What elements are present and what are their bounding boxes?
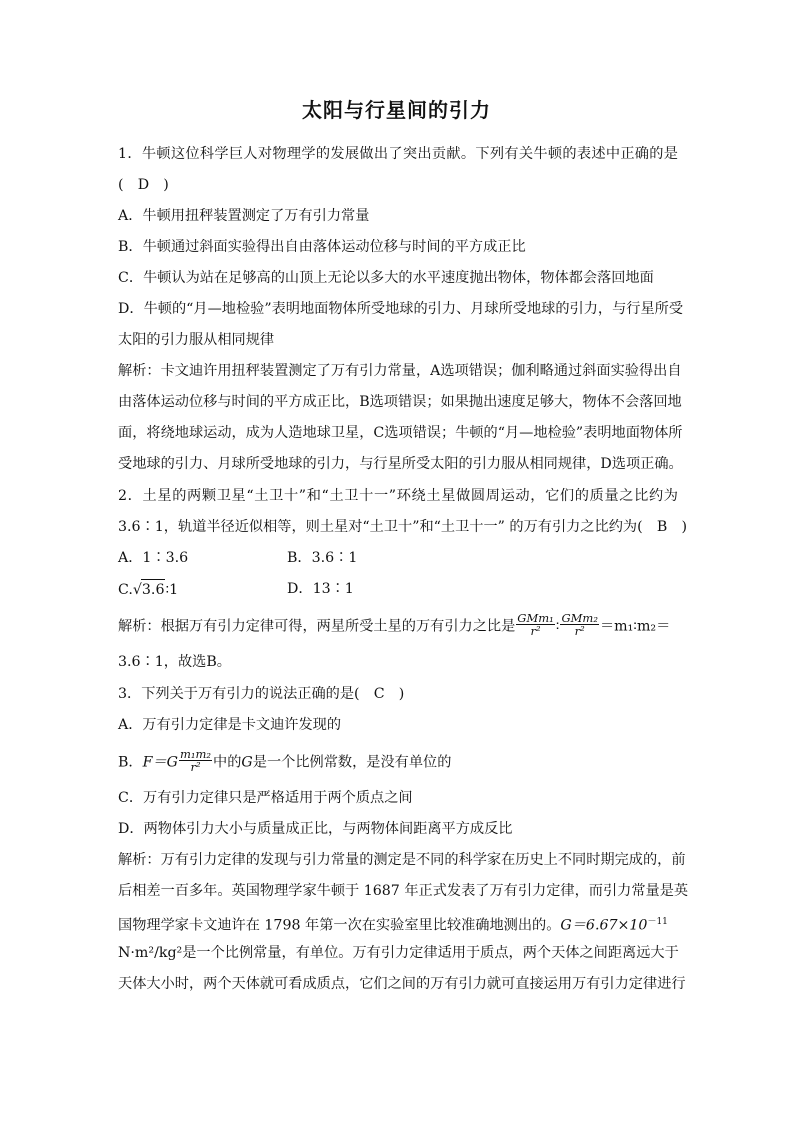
q2-options-row-2 (118, 579, 678, 600)
q3-explanation-text: 国物理学家卡文迪许在 1798 年第一次在实验室里比较准确地测出的。 (118, 917, 561, 934)
q3-formula: F＝G (142, 754, 178, 771)
q3-option-b-label: B． (118, 754, 143, 771)
q2-option-d: D．13∶1 (287, 581, 354, 597)
fraction-denominator: r² (530, 624, 541, 638)
q3-option-b-mid: 中的 (213, 754, 242, 771)
fraction-gmm1 (516, 612, 554, 637)
fraction-denominator: r² (574, 624, 585, 638)
q1-explanation-line-3: 面，将绕地球运动，成为人造地球卫星，C选项错误；牛顿的“月—地检验”表明地面物体所 (118, 425, 683, 441)
sqrt-symbol: √ (132, 582, 142, 598)
q1-option-b: B．牛顿通过斜面实验得出自由落体运动位移与时间的平方成正比 (118, 239, 526, 255)
q3-explanation-line-1: 解析：万有引力定律的发现与引力常量的测定是不同的科学家在历史上不同时期完成的，前 (118, 852, 686, 868)
q3-explanation-line-4: N·m²/kg²是一个比例常量，有单位。万有引力定律适用于质点，两个天体之间距离远大于 (118, 945, 679, 961)
q2-stem-line-2: 3.6∶1，轨道半径近似相等，则土星对“土卫十”和“土卫十一” 的万有引力之比约为( B ) (118, 519, 687, 535)
q2-option-a: A．1∶3.6 (118, 550, 189, 566)
q1-answer: ( D ) (118, 177, 169, 193)
q2-option-c (118, 582, 178, 598)
q2-explanation-result: ＝m₁∶m₂＝ (599, 618, 671, 635)
q1-option-c: C．牛顿认为站在足够高的山顶上无论以多大的水平速度抛出物体，物体都会落回地面 (118, 270, 654, 286)
fraction-numerator: GMm₂ (561, 611, 598, 625)
q2-option-b: B．3.6∶1 (287, 550, 358, 566)
q3-option-c: C．万有引力定律只是严格适用于两个质点之间 (118, 790, 413, 806)
page-title: 太阳与行星间的引力 (302, 98, 491, 122)
q1-option-d-line-1: D．牛顿的“月—地检验”表明地面物体所受地球的引力、月球所受地球的引力，与行星所受 (118, 301, 684, 317)
q3-option-b-g: G (241, 754, 253, 771)
q3-explanation-line-2: 后相差一百多年。英国物理学家牛顿于 1687 年正式发表了万有引力定律，而引力常量是英 (118, 883, 689, 899)
q1-explanation-line-4: 受地球的引力、月球所受地球的引力，与行星所受太阳的引力服从相同规律，D选项正确。 (118, 456, 683, 472)
q3-option-a: A．万有引力定律是卡文迪许发现的 (118, 717, 342, 733)
q3-stem: 3．下列关于万有引力的说法正确的是( C ) (118, 686, 405, 702)
q2-option-c-radicand: 3.6 (141, 579, 166, 600)
fraction-denominator: r² (190, 760, 201, 774)
q3-option-b-rest: 是一个比例常数，是没有单位的 (252, 754, 452, 771)
q2-explanation-line-1 (118, 611, 678, 639)
fraction-m1m2 (179, 748, 212, 773)
q1-explanation-line-2: 由落体运动位移与时间的平方成正比，B选项错误；如果抛出速度足够大，物体不会落回地 (118, 394, 682, 410)
q3-explanation-line-5: 天体大小时，两个天体就可看成质点，它们之间的万有引力就可直接运用万有引力定律进行 (118, 976, 686, 992)
gravitational-constant-exponent: －11 (647, 917, 668, 927)
q1-option-d-line-2: 太阳的引力服从相同规律 (118, 332, 275, 348)
q2-explanation-text: 解析：根据万有引力定律可得，两星所受土星的万有引力之比是 (118, 618, 516, 635)
q3-option-b (118, 747, 678, 775)
q1-stem-line-1: 1．牛顿这位科学巨人对物理学的发展做出了突出贡献。下列有关牛顿的表述中正确的是 (118, 146, 678, 162)
q3-explanation-line-3 (118, 912, 678, 936)
fraction-numerator: GMm₁ (517, 611, 554, 625)
ratio-separator: ∶ (555, 618, 560, 635)
q2-option-c-prefix: C. (118, 582, 133, 598)
q2-option-c-suffix: ∶1 (165, 582, 179, 598)
q3-option-d: D．两物体引力大小与质量成正比，与两物体间距离平方成反比 (118, 821, 513, 837)
q1-explanation-line-1: 解析：卡文迪许用扭秤装置测定了万有引力常量，A选项错误；伽利略通过斜面实验得出自 (118, 363, 682, 379)
fraction-numerator: m₁m₂ (180, 747, 212, 761)
q2-options-row-1 (118, 548, 678, 568)
q2-explanation-line-2: 3.6∶1，故选B。 (118, 654, 231, 670)
q2-stem-line-1: 2．土星的两颗卫星“土卫十”和“土卫十一”环绕土星做圆周运动，它们的质量之比约为 (118, 488, 678, 504)
fraction-gmm2 (560, 612, 598, 637)
q1-option-a: A．牛顿用扭秤装置测定了万有引力常量 (118, 208, 370, 224)
gravitational-constant-value: G＝6.67×10 (560, 917, 648, 934)
